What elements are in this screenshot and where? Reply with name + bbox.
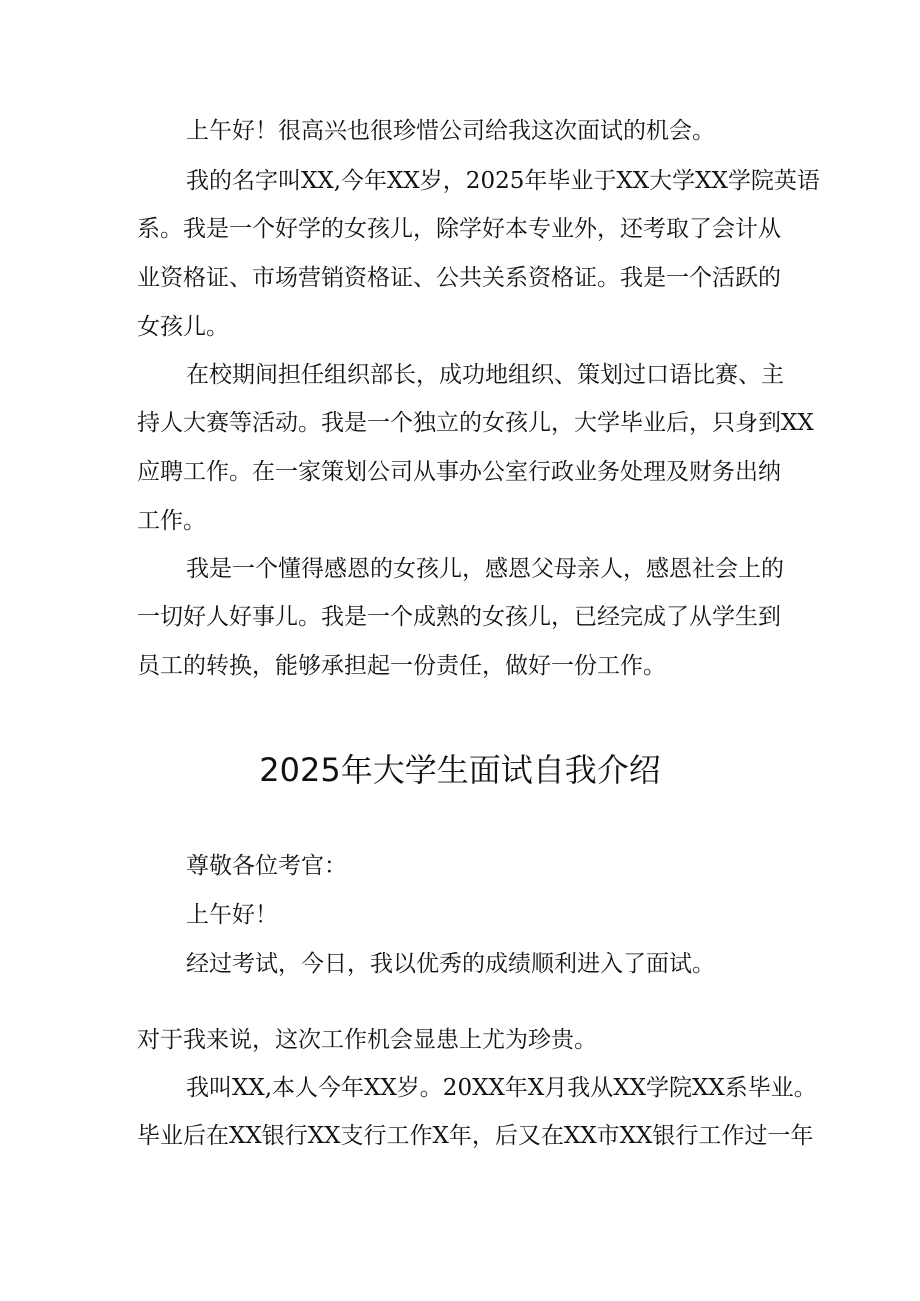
paragraph-line: 对于我来说，这次工作机会显患上尤为珍贵。 <box>137 1027 597 1053</box>
paragraph-line: 毕业后在XX银行XX支行工作X年，后又在XX市XX银行工作过一年 <box>137 1123 814 1149</box>
paragraph-line: 女孩儿。 <box>137 314 229 340</box>
paragraph-line: 我的名字叫XX,今年XX岁，2025年毕业于XX大学XX学院英语 <box>186 168 820 194</box>
paragraph-line: 在校期间担任组织部长，成功地组织、策划过口语比赛、主 <box>186 362 784 388</box>
paragraph-line: 持人大赛等活动。我是一个独立的女孩儿，大学毕业后，只身到XX <box>137 410 814 436</box>
paragraph-line: 工作。 <box>137 508 206 534</box>
paragraph-line: 业资格证、市场营销资格证、公共关系资格证。我是一个活跃的 <box>137 265 781 291</box>
paragraph-line: 一切好人好事儿。我是一个成熟的女孩儿，已经完成了从学生到 <box>137 604 781 630</box>
paragraph-line: 应聘工作。在一家策划公司从事办公室行政业务处理及财务出纳 <box>137 459 781 485</box>
paragraph-line: 系。我是一个好学的女孩儿，除学好本专业外，还考取了会计从 <box>137 216 781 242</box>
paragraph-line: 上午好！很高兴也很珍惜公司给我这次面试的机会。 <box>186 118 715 144</box>
paragraph-line: 尊敬各位考官： <box>186 853 347 879</box>
paragraph-line: 我是一个懂得感恩的女孩儿，感恩父母亲人，感恩社会上的 <box>186 556 784 582</box>
paragraph-line: 我叫XX,本人今年XX岁。20XX年X月我从XX学院XX系毕业。 <box>186 1075 817 1101</box>
paragraph-line: 员工的转换，能够承担起一份责任，做好一份工作。 <box>137 653 666 679</box>
paragraph-line: 上午好！ <box>186 902 278 928</box>
paragraph-line: 经过考试，今日，我以优秀的成绩顺利进入了面试。 <box>186 951 715 977</box>
document-title: 2025年大学生面试自我介绍 <box>259 751 661 789</box>
